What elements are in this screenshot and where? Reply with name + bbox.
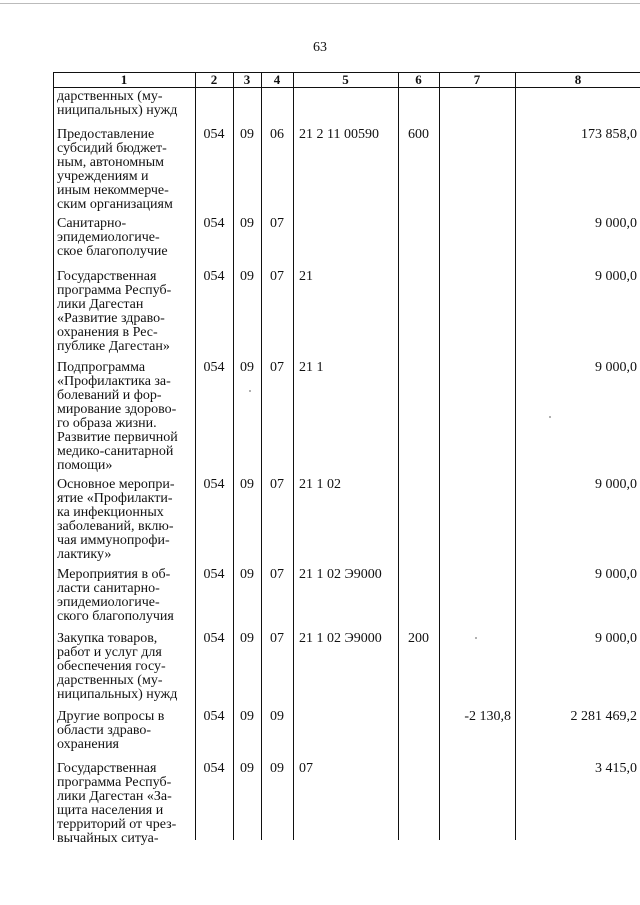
table-cell: 054 <box>203 127 225 142</box>
column-header: 1 <box>120 72 128 87</box>
table-cell: 09 <box>240 567 254 582</box>
table-cell: 054 <box>203 761 225 776</box>
table-row-name: Основное меропри- ятие «Профилакти- ка инфекционных заболеваний, вклю- чая иммунопрофи- лактику» <box>57 477 175 562</box>
table-row-name: Мероприятия в об- ласти санитарно- эпидемиологиче- ского благополучия <box>57 567 174 624</box>
scan-speck <box>549 416 551 418</box>
table-row-name: Государственная программа Респуб- лики Дагестан «Развитие здраво- охранения в Рес- публике Дагестан» <box>57 269 172 354</box>
header-bottom-rule <box>53 87 640 88</box>
table-cell: 21 1 02 <box>299 477 341 492</box>
column-divider <box>233 72 234 840</box>
table-cell: 9 000,0 <box>595 567 637 582</box>
column-header: 4 <box>273 72 281 87</box>
table-cell: 07 <box>270 269 284 284</box>
column-header: 2 <box>210 72 218 87</box>
table-row-name: Подпрограмма «Профилактика за- болеваний и фор- мирование здорово- го образа жизни. Развитие первичной медико-санитарной помощи» <box>57 360 178 473</box>
budget-table <box>53 72 640 846</box>
scan-speck <box>249 390 251 392</box>
table-cell: 09 <box>240 761 254 776</box>
column-header: 5 <box>342 72 349 87</box>
table-cell: 9 000,0 <box>595 477 637 492</box>
column-divider <box>515 72 516 840</box>
table-cell: 21 1 02 Э9000 <box>299 567 382 582</box>
table-cell: 600 <box>408 127 429 142</box>
table-cell: 9 000,0 <box>595 360 637 375</box>
table-cell: 054 <box>203 360 225 375</box>
table-cell: 09 <box>240 360 254 375</box>
table-cell: 07 <box>270 360 284 375</box>
column-divider <box>293 72 294 840</box>
table-cell: 054 <box>203 477 225 492</box>
table-cell: 3 415,0 <box>595 761 637 776</box>
table-cell: 21 1 <box>299 360 324 375</box>
table-cell: 9 000,0 <box>595 269 637 284</box>
table-row-name: Санитарно- эпидемиологиче- ское благополучие <box>57 216 168 259</box>
column-header: 8 <box>574 72 582 87</box>
table-cell: 21 1 02 Э9000 <box>299 631 382 646</box>
table-cell: 200 <box>408 631 429 646</box>
table-row-name: Предоставление субсидий бюджет- ным, автономным учреждениям и иным некоммерче- ским организациям <box>57 127 173 212</box>
table-cell: 09 <box>240 631 254 646</box>
table-row-name: Другие вопросы в области здраво- охранения <box>57 709 165 752</box>
table-cell: 054 <box>203 567 225 582</box>
column-divider <box>261 72 262 840</box>
table-cell: 054 <box>203 709 225 724</box>
table-cell: -2 130,8 <box>464 709 511 724</box>
table-cell: 07 <box>270 631 284 646</box>
table-cell: 21 <box>299 269 313 284</box>
table-cell: 09 <box>270 761 284 776</box>
table-cell: 09 <box>270 709 284 724</box>
table-cell: 07 <box>299 761 313 776</box>
table-row-name: Закупка товаров, работ и услуг для обеспечения госу- дарственных (му- ниципальных) нужд <box>57 631 178 702</box>
table-cell: 07 <box>270 477 284 492</box>
column-header: 3 <box>243 72 251 87</box>
table-cell: 9 000,0 <box>595 631 637 646</box>
table-cell: 07 <box>270 567 284 582</box>
column-header: 7 <box>473 72 481 87</box>
table-cell: 09 <box>240 709 254 724</box>
table-border-left <box>53 72 54 840</box>
table-cell: 09 <box>240 216 254 231</box>
column-divider <box>398 72 399 840</box>
table-cell: 173 858,0 <box>581 127 637 142</box>
table-row-name: Государственная программа Респуб- лики Дагестан «За- щита населения и территорий от чрез- вычайных ситуа- <box>57 761 177 846</box>
table-cell: 054 <box>203 216 225 231</box>
table-cell: 06 <box>270 127 284 142</box>
table-cell: 07 <box>270 216 284 231</box>
table-cell: 054 <box>203 269 225 284</box>
page-number: 63 <box>313 40 327 55</box>
scan-speck <box>475 637 477 639</box>
column-divider <box>439 72 440 840</box>
table-cell: 2 281 469,2 <box>570 709 637 724</box>
table-cell: 21 2 11 00590 <box>299 127 379 142</box>
top-rule <box>0 3 640 4</box>
table-cell: 09 <box>240 127 254 142</box>
column-header: 6 <box>415 72 422 87</box>
table-cell: 9 000,0 <box>595 216 637 231</box>
table-row-name: дарственных (му- ниципальных) нужд <box>57 89 178 118</box>
table-cell: 09 <box>240 477 254 492</box>
table-cell: 054 <box>203 631 225 646</box>
table-cell: 09 <box>240 269 254 284</box>
